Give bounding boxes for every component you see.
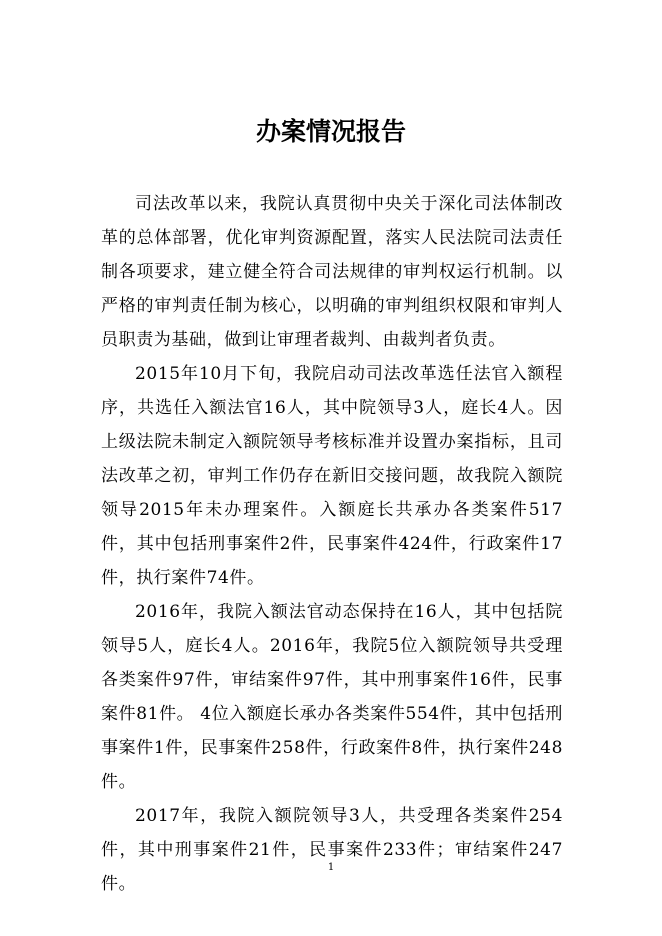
page-number: 1 — [327, 862, 335, 873]
document-title: 办案情况报告 — [255, 117, 406, 146]
paragraph-2017: 2017年，我院入额院领导3人，共受理各类案件254件，其中刑事案件21件，民事案件233件；审结案件247件。 — [101, 806, 563, 894]
paragraph-2015: 2015年10月下旬，我院启动司法改革选任法官入额程序，共选任入额法官16人，其中院领导3人，庭长4人。因上级法院未制定入额院领导考核标准并设置办案指标，且司法改革之初，审判工作仍存在新旧交接问题，故我院入额院领导2015年未办理案件。入额庭长共承办各类案件517件，其中包括刑事案件2件，民事案件424件，行政案件17件，执行案件74件。 — [101, 364, 563, 588]
paragraph-intro: 司法改革以来，我院认真贯彻中央关于深化司法体制改革的总体部署，优化审判资源配置，落实人民法院司法责任制各项要求，建立健全符合司法规律的审判权运行机制。以严格的审判责任制为核心，以明确的审判组织权限和审判人员职责为基础，做到让审理者裁判、由裁判者负责。 — [101, 194, 563, 350]
paragraph-2016: 2016年，我院入额法官动态保持在16人，其中包括院领导5人，庭长4人。2016年，我院5位入额院领导共受理各类案件97件，审结案件97件，其中刑事案件16件，民事案件81件。 4位入额庭长承办各类案件554件，其中包括刑事案件1件，民事案件258件，行政案件8件，执行案件248件。 — [101, 602, 563, 792]
document-body — [101, 187, 563, 901]
